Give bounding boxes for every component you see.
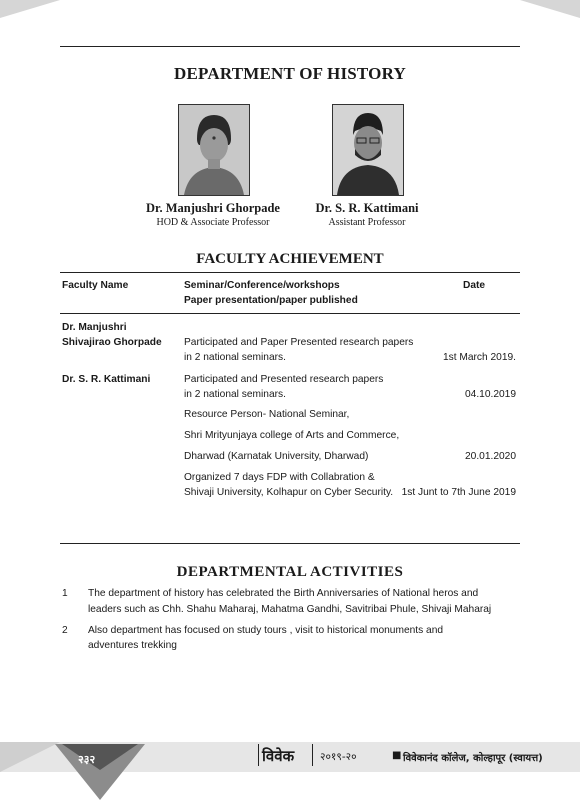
faculty-role-2: Assistant Professor — [328, 217, 406, 228]
activities-title: DEPARTMENTAL ACTIVITIES — [176, 564, 404, 580]
row3-date: 20.01.2020 — [465, 451, 516, 462]
activity-1-line2: leaders such as Chh. Shahu Maharaj, Mahatma Gandhi, Savitribai Phule, Shivaji Maharaj — [88, 604, 492, 615]
activity-1-number: 1 — [62, 588, 68, 599]
header-date: Date — [463, 280, 486, 291]
activity-2-line2: adventures trekking — [88, 640, 177, 651]
activity-2-number: 2 — [62, 625, 68, 636]
activity-1-line1: The department of history has celebrated the Birth Anniversaries of National heros and — [88, 588, 479, 599]
faculty-name-1: Dr. Manjushri Ghorpade — [146, 201, 280, 215]
faculty-name-2: Dr. S. R. Kattimani — [315, 201, 419, 215]
row1-desc-line1: Participated and Paper Presented research papers — [184, 337, 414, 348]
row1-name-line1: Dr. Manjushri — [62, 322, 127, 333]
row1-name-line2: Shivajirao Ghorpade — [62, 337, 162, 348]
row1-date: 1st March 2019. — [442, 352, 516, 363]
row2-desc-line2: in 2 national seminars. — [184, 389, 286, 400]
row3-desc-line3: Dharwad (Karnatak University, Dharwad) — [184, 451, 369, 462]
activity-2-line1: Also department has focused on study tours , visit to historical monuments and — [88, 625, 444, 636]
row4-desc-line2: Shivaji University, Kolhapur on Cyber Security. — [184, 487, 394, 498]
department-title: DEPARTMENT OF HISTORY — [174, 64, 406, 83]
row1-desc-line2: in 2 national seminars. — [184, 352, 286, 363]
row2-name: Dr. S. R. Kattimani — [62, 374, 151, 385]
row4-date: 1st Junt to 7th June 2019 — [401, 487, 516, 498]
row2-desc-line1: Participated and Presented research papers — [184, 374, 384, 385]
header-seminar: Seminar/Conference/workshops — [184, 280, 340, 291]
table-top-rule — [60, 272, 520, 273]
table-bottom-rule — [60, 543, 520, 544]
footer-divider-right — [312, 744, 313, 766]
page-number: २३२ — [78, 753, 96, 766]
top-border-decoration — [0, 0, 580, 30]
achievement-title: FACULTY ACHIEVEMENT — [196, 251, 384, 267]
header-faculty-name: Faculty Name — [62, 280, 129, 291]
row2-date: 04.10.2019 — [465, 389, 516, 400]
table-header-rule — [60, 313, 520, 314]
header-paper: Paper presentation/paper published — [184, 295, 358, 306]
footer-year: २०१९-२० — [320, 751, 357, 763]
faculty-role-1: HOD & Associate Professor — [156, 217, 270, 228]
row3-desc-line2: Shri Mrityunjaya college of Arts and Commerce, — [184, 430, 400, 441]
footer-divider-left — [258, 744, 259, 766]
footer-magazine-title: विवेक — [262, 747, 295, 765]
faculty-photo-ghorpade — [178, 104, 250, 196]
footer-college: विवेकानंद कॉलेज, कोल्हापूर (स्वायत्त) — [403, 753, 543, 764]
top-rule — [60, 46, 520, 47]
row4-desc-line1: Organized 7 days FDP with Collabration & — [184, 472, 375, 483]
footer-bullet: ■ — [392, 750, 402, 761]
row3-desc-line1: Resource Person- National Seminar, — [184, 409, 350, 420]
faculty-photo-kattimani — [332, 104, 404, 196]
